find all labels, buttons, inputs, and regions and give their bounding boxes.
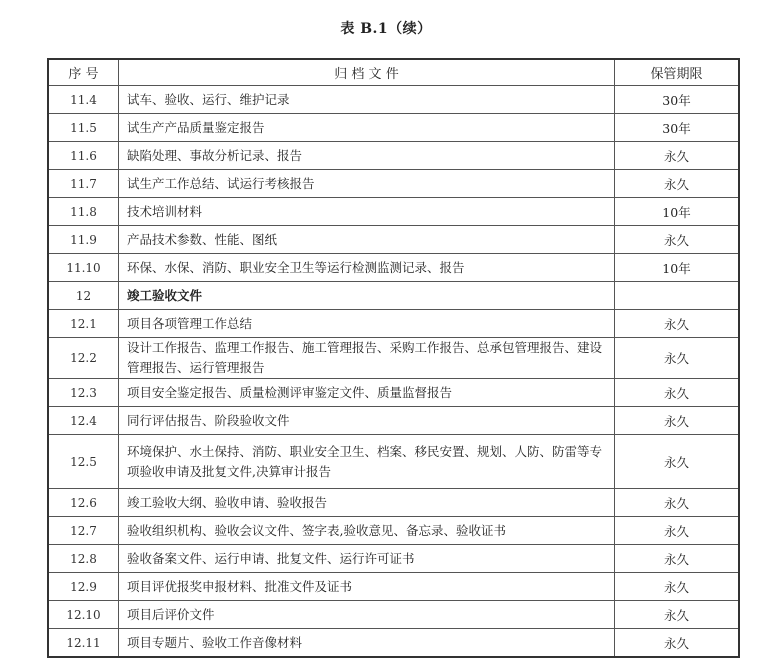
row-period: 永久 — [615, 489, 740, 517]
row-document: 试生产产品质量鉴定报告 — [119, 114, 615, 142]
row-period: 永久 — [615, 170, 740, 198]
row-period: 10年 — [615, 198, 740, 226]
table-row — [48, 517, 739, 545]
row-period: 永久 — [615, 517, 740, 545]
row-document: 验收备案文件、运行申请、批复文件、运行许可证书 — [119, 545, 615, 573]
row-period: 30年 — [615, 114, 740, 142]
row-number: 11.9 — [48, 226, 119, 254]
row-number: 12.9 — [48, 573, 119, 601]
table-row — [48, 601, 739, 629]
row-number: 12 — [48, 282, 119, 310]
row-document: 同行评估报告、阶段验收文件 — [119, 407, 615, 435]
row-period: 永久 — [615, 545, 740, 573]
header-num: 序 号 — [48, 59, 119, 86]
row-document: 缺陷处理、事故分析记录、报告 — [119, 142, 615, 170]
row-document: 项目专题片、验收工作音像材料 — [119, 629, 615, 658]
table-row — [48, 629, 739, 658]
row-number: 11.5 — [48, 114, 119, 142]
row-number: 12.3 — [48, 379, 119, 407]
table-row — [48, 114, 739, 142]
row-number: 12.7 — [48, 517, 119, 545]
table-title: 表 B.1（续） — [340, 21, 432, 37]
row-document: 项目安全鉴定报告、质量检测评审鉴定文件、质量监督报告 — [119, 379, 615, 407]
table-row — [48, 379, 739, 407]
row-document: 竣工验收文件 — [119, 282, 615, 310]
row-period: 永久 — [615, 573, 740, 601]
table-row — [48, 142, 739, 170]
row-period: 10年 — [615, 254, 740, 282]
table-header-row — [48, 59, 739, 86]
table-row — [48, 338, 739, 379]
table-row — [48, 170, 739, 198]
row-period: 永久 — [615, 310, 740, 338]
row-document: 项目各项管理工作总结 — [119, 310, 615, 338]
row-number: 11.8 — [48, 198, 119, 226]
table-row — [48, 310, 739, 338]
row-number: 12.8 — [48, 545, 119, 573]
row-period: 永久 — [615, 435, 740, 489]
archive-table — [47, 58, 740, 658]
row-document: 竣工验收大纲、验收申请、验收报告 — [119, 489, 615, 517]
row-number: 11.10 — [48, 254, 119, 282]
row-document: 产品技术参数、性能、图纸 — [119, 226, 615, 254]
row-period: 永久 — [615, 338, 740, 379]
row-number: 11.6 — [48, 142, 119, 170]
table-row — [48, 545, 739, 573]
row-period: 永久 — [615, 142, 740, 170]
row-document: 项目评优报奖申报材料、批准文件及证书 — [119, 573, 615, 601]
row-period: 永久 — [615, 379, 740, 407]
row-period: 永久 — [615, 601, 740, 629]
row-document: 试生产工作总结、试运行考核报告 — [119, 170, 615, 198]
row-number: 11.4 — [48, 86, 119, 114]
table-row — [48, 407, 739, 435]
row-document: 项目后评价文件 — [119, 601, 615, 629]
row-number: 12.4 — [48, 407, 119, 435]
table-row — [48, 435, 739, 489]
row-period: 30年 — [615, 86, 740, 114]
table-row — [48, 198, 739, 226]
table-section-row — [48, 282, 739, 310]
row-period: 永久 — [615, 226, 740, 254]
row-document: 验收组织机构、验收会议文件、签字表,验收意见、备忘录、验收证书 — [119, 517, 615, 545]
row-period: 永久 — [615, 629, 740, 658]
table-row — [48, 254, 739, 282]
row-period — [615, 282, 740, 310]
row-document: 设计工作报告、监理工作报告、施工管理报告、采购工作报告、总承包管理报告、建设管理报告、运行管理报告 — [119, 338, 615, 379]
table-row — [48, 226, 739, 254]
row-document: 环保、水保、消防、职业安全卫生等运行检测监测记录、报告 — [119, 254, 615, 282]
table-row — [48, 86, 739, 114]
row-number: 12.5 — [48, 435, 119, 489]
row-document: 技术培训材料 — [119, 198, 615, 226]
row-period: 永久 — [615, 407, 740, 435]
row-number: 12.10 — [48, 601, 119, 629]
row-document: 试车、验收、运行、维护记录 — [119, 86, 615, 114]
table-row — [48, 573, 739, 601]
row-number: 12.11 — [48, 629, 119, 658]
header-document: 归 档 文 件 — [119, 59, 615, 86]
row-number: 12.1 — [48, 310, 119, 338]
row-number: 12.2 — [48, 338, 119, 379]
row-number: 11.7 — [48, 170, 119, 198]
header-period: 保管期限 — [615, 59, 740, 86]
table-row — [48, 489, 739, 517]
row-number: 12.6 — [48, 489, 119, 517]
row-document: 环境保护、水土保持、消防、职业安全卫生、档案、移民安置、规划、人防、防雷等专项验收申请及批复文件,决算审计报告 — [119, 435, 615, 489]
